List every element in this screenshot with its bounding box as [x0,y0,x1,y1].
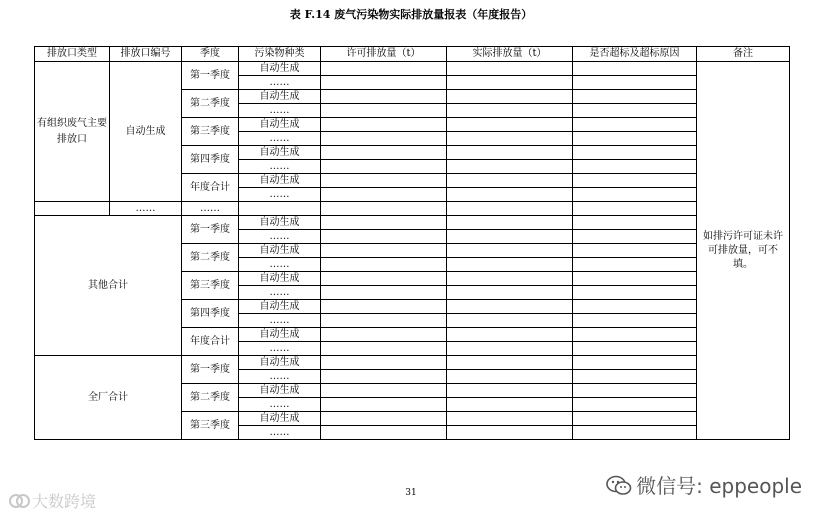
pollutant-cell: …… [239,370,321,384]
pollutant-cell: 自动生成 [239,244,321,258]
pollutant-cell: 自动生成 [239,62,321,76]
pollutant-cell: …… [239,398,321,412]
quarter-cell: 第二季度 [182,384,239,412]
quarter-cell: …… [182,202,239,216]
table-row [35,202,790,216]
group-plant-total: 全厂合计 [35,356,182,440]
outlet-number-cell: 自动生成 [110,62,182,202]
header-outlet-type: 排放口类型 [35,47,110,62]
header-quarter: 季度 [182,47,239,62]
header-row [35,47,790,62]
pollutant-cell: 自动生成 [239,146,321,160]
quarter-cell: 第二季度 [182,90,239,118]
quarter-cell: 年度合计 [182,174,239,202]
pollutant-cell: …… [239,230,321,244]
quarter-cell: 第二季度 [182,244,239,272]
pollutant-cell: 自动生成 [239,174,321,188]
remarks-note: 如排污许可证未许可排放量，可不填。 [697,62,790,440]
pollutant-cell: …… [239,426,321,440]
header-permitted-emission: 许可排放量（t） [321,47,447,62]
pollutant-cell: …… [239,104,321,118]
actual-cell [447,62,573,76]
header-pollutant-type: 污染物种类 [239,47,321,62]
table-row [35,216,790,230]
table-title: 表 F.14 废气污染物实际排放量报表（年度报告） [289,8,533,21]
quarter-cell: 第三季度 [182,272,239,300]
pollutant-cell: 自动生成 [239,356,321,370]
table-row [35,62,790,76]
outlet-number-cell: …… [110,202,182,216]
pollutant-cell: 自动生成 [239,216,321,230]
pollutant-cell: 自动生成 [239,272,321,286]
pollutant-cell: …… [239,314,321,328]
brand-logo-icon [8,493,30,509]
quarter-cell: 第一季度 [182,356,239,384]
emission-report-table [34,46,790,440]
group-other-total: 其他合计 [35,216,182,356]
pollutant-cell: …… [239,76,321,90]
quarter-cell: 第四季度 [182,300,239,328]
quarter-cell: 年度合计 [182,328,239,356]
watermark-left-text: 大数跨境 [32,492,97,511]
quarter-cell: 第四季度 [182,146,239,174]
pollutant-cell: …… [239,188,321,202]
quarter-cell: 第三季度 [182,412,239,440]
pollutant-cell: 自动生成 [239,384,321,398]
pollutant-cell: 自动生成 [239,300,321,314]
watermark-left [8,489,96,512]
permitted-cell [321,62,447,76]
table-row [35,356,790,370]
watermark-right-text: 微信号: eppeople [636,474,802,498]
quarter-cell: 第一季度 [182,62,239,90]
quarter-cell: 第一季度 [182,216,239,244]
pollutant-cell: …… [239,132,321,146]
pollutant-cell: 自动生成 [239,412,321,426]
header-outlet-number: 排放口编号 [110,47,182,62]
outlet-type-cell [35,202,110,216]
exceed-cell [573,62,697,76]
wechat-icon [606,475,632,497]
pollutant-cell: 自动生成 [239,118,321,132]
pollutant-cell: 自动生成 [239,90,321,104]
pollutant-cell: …… [239,286,321,300]
pollutant-cell: …… [239,160,321,174]
quarter-cell: 第三季度 [182,118,239,146]
group-main-outlet: 有组织废气主要排放口 [35,62,110,202]
pollutant-cell: …… [239,258,321,272]
page-number: 31 [405,488,417,498]
header-actual-emission: 实际排放量（t） [447,47,573,62]
watermark-right [606,470,802,499]
header-exceed-reason: 是否超标及超标原因 [573,47,697,62]
pollutant-cell: 自动生成 [239,328,321,342]
header-remarks: 备注 [697,47,790,62]
pollutant-cell: …… [239,342,321,356]
